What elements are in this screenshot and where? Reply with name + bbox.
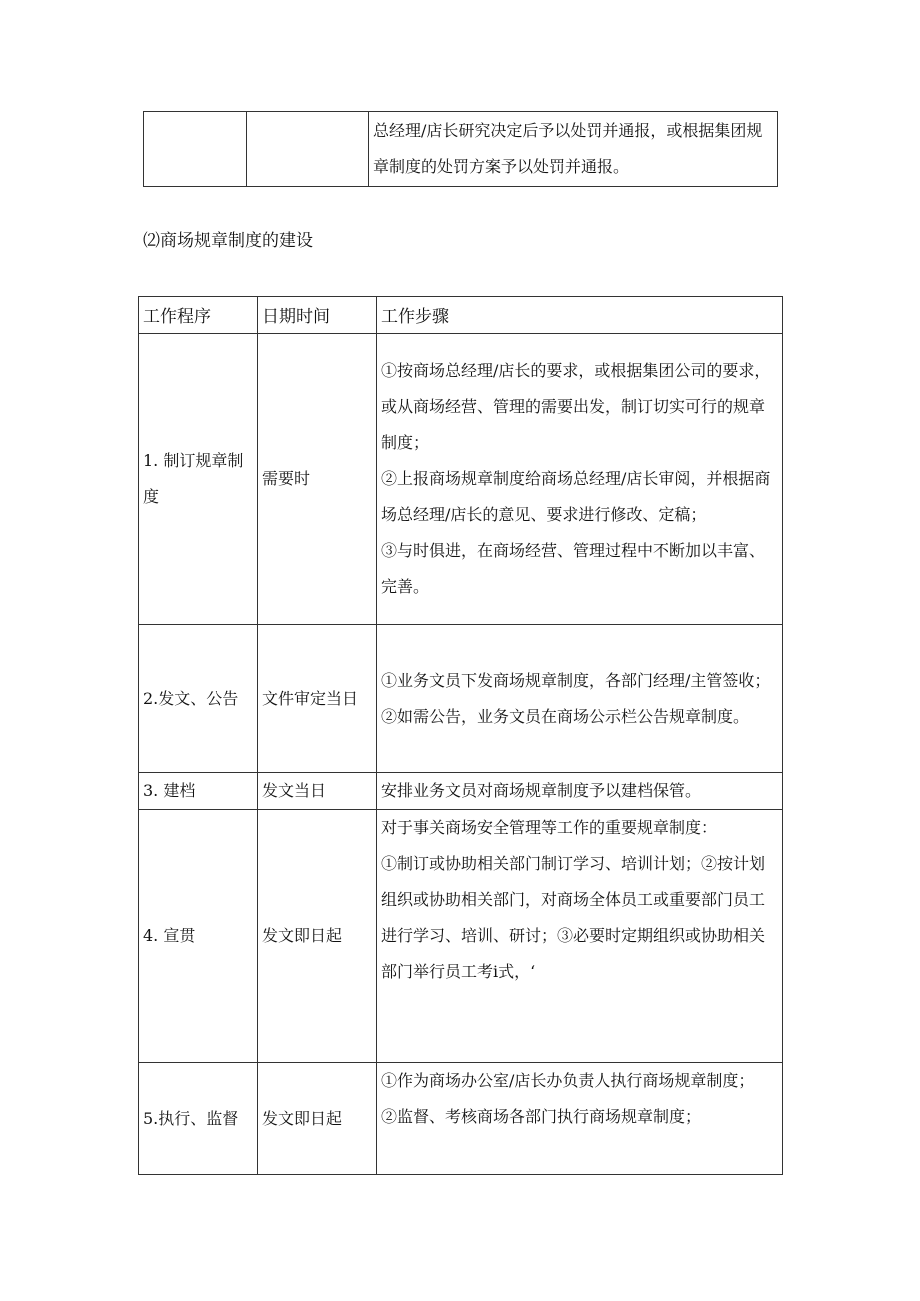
table-row [139, 773, 783, 810]
step-text: ②如需公告，业务文员在商场公示栏公告规章制度。 [381, 706, 750, 726]
step-text: ②监督、考核商场各部门执行商场规章制度； [381, 1107, 702, 1126]
header-program: 工作程序 [139, 297, 258, 334]
table-row [139, 334, 783, 625]
time-cell: 需要时 [258, 334, 377, 625]
header-steps: 工作步骤 [377, 297, 783, 334]
table-header-row [139, 297, 783, 334]
step-text: ③与时俱进，在商场经营、管理过程中不断加以丰富、完善。 [381, 541, 766, 596]
time-cell: 文件审定当日 [258, 625, 377, 773]
step-text: ①作为商场办公室/店长办负责人执行商场规章制度； [381, 1071, 755, 1090]
time-cell: 发文即日起 [258, 1063, 377, 1175]
program-cell: 4. 宣贯 [139, 810, 258, 1063]
program-cell: 2.发文、公告 [139, 625, 258, 773]
program-cell: 5.执行、监督 [139, 1063, 258, 1175]
table-row [139, 625, 783, 773]
table-row [139, 810, 783, 1063]
top-table [143, 111, 778, 187]
table-row [139, 1063, 783, 1175]
table-cell [144, 112, 247, 187]
header-time: 日期时间 [258, 297, 377, 334]
section-title: ⑵商场规章制度的建设 [143, 231, 313, 251]
step-text: 安排业务文员对商场规章制度予以建档保管。 [381, 781, 702, 800]
steps-cell [377, 773, 783, 810]
step-text: ①按商场总经理/店长的要求，或根据集团公司的要求，或从商场经营、管理的需要出发，制订切实可行的规章制度； [381, 361, 771, 452]
steps-cell [377, 1063, 783, 1175]
table-row [144, 112, 778, 187]
time-cell: 发文当日 [258, 773, 377, 810]
step-text: ②上报商场规章制度给商场总经理/店长审阅，并根据商场总经理/店长的意见、要求进行修改、定稿； [381, 469, 771, 524]
table-cell [247, 112, 369, 187]
time-cell: 发文即日起 [258, 810, 377, 1063]
program-cell: 1. 制订规章制度 [139, 334, 258, 625]
step-text: 对于事关商场安全管理等工作的重要规章制度： [381, 818, 718, 837]
step-text: ①制订或协助相关部门制订学习、培训计划；②按计划组织或协助相关部门，对商场全体员工或重要部门员工进行学习、培训、研讨；③必要时定期组织或协助相关部门举行员工考i式，‘ [381, 854, 766, 981]
step-text: ①业务文员下发商场规章制度，各部门经理/主管签收； [381, 670, 771, 690]
procedure-table [138, 296, 783, 1175]
steps-cell [377, 334, 783, 625]
table-cell: 总经理/店长研究决定后予以处罚并通报，或根据集团规章制度的处罚方案予以处罚并通报。 [369, 112, 778, 187]
program-cell: 3. 建档 [139, 773, 258, 810]
steps-cell [377, 810, 783, 1063]
steps-cell [377, 625, 783, 773]
